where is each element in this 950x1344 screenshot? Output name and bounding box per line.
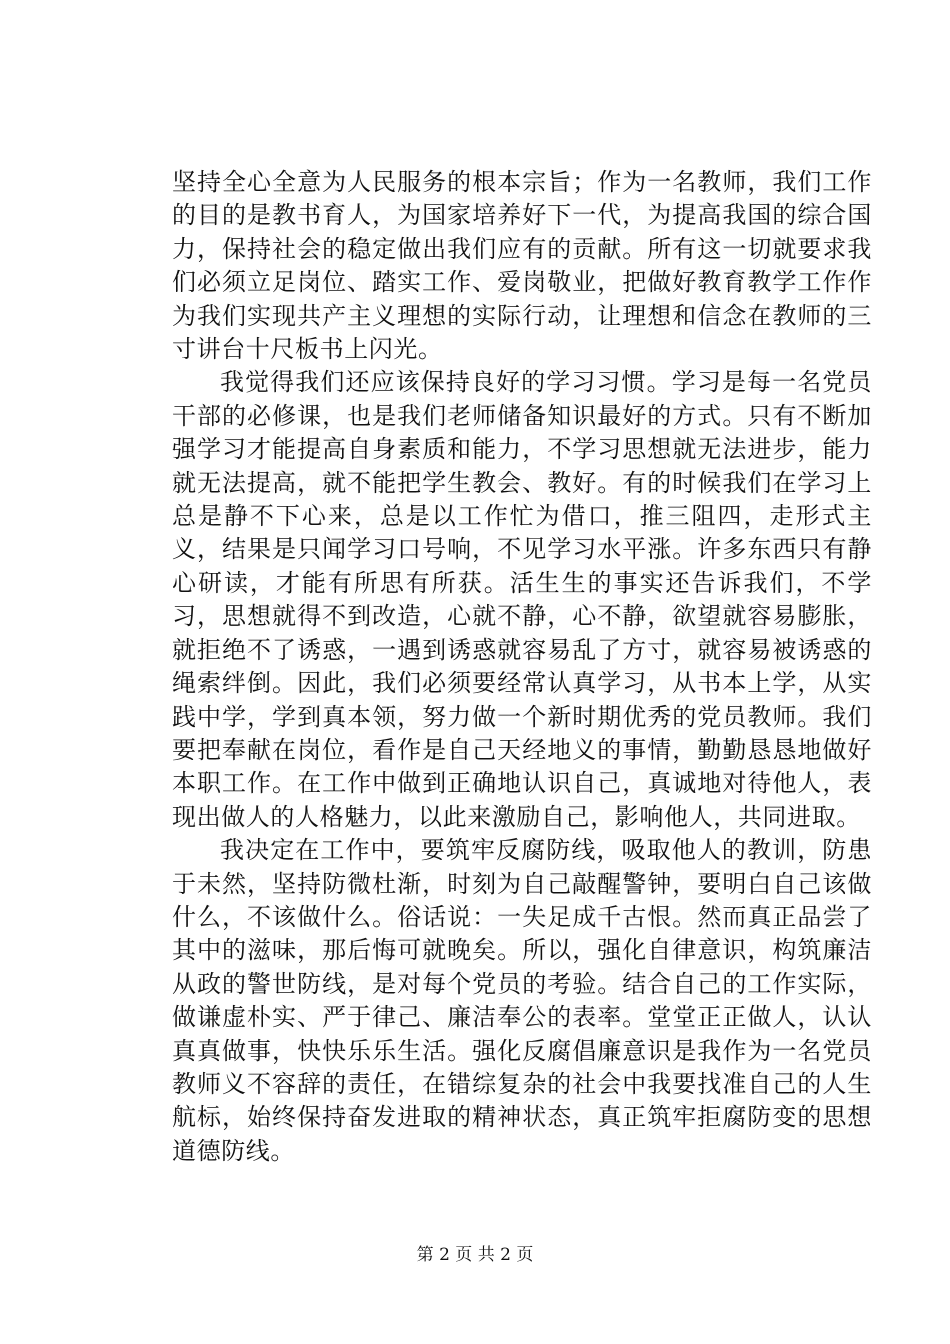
document-body	[172, 166, 872, 1168]
paragraph-anti-corruption: 我决定在工作中，要筑牢反腐防线，吸取他人的教训，防患于未然，坚持防微杜渐，时刻为自己敲醒警钟，要明白自己该做什么，不该做什么。俗话说：一失足成千古恨。然而真正品尝了其中的滋味，那后悔可就晚矣。所以，强化自律意识，构筑廉洁从政的警世防线，是对每个党员的考验。结合自己的工作实际，做谦虚朴实、严于律己、廉洁奉公的表率。堂堂正正做人，认认真真做事，快快乐乐生活。强化反腐倡廉意识是我作为一名党员教师义不容辞的责任，在错综复杂的社会中我要找准自己的人生航标，始终保持奋发进取的精神状态，真正筑牢拒腐防变的思想道德防线。	[172, 836, 872, 1165]
paragraph-continuation: 坚持全心全意为人民服务的根本宗旨；作为一名教师，我们工作的目的是教书育人，为国家培养好下一代，为提高我国的综合国力，保持社会的稳定做出我们应有的贡献。所有这一切就要求我们必须立足岗位、踏实工作、爱岗敬业，把做好教育教学工作作为我们实现共产主义理想的实际行动，让理想和信念在教师的三寸讲台十尺板书上闪光。	[172, 168, 872, 364]
page-number-footer: 第 2 页 共 2 页	[416, 1245, 534, 1265]
paragraph-study-habits: 我觉得我们还应该保持良好的学习习惯。学习是每一名党员干部的必修课，也是我们老师储备知识最好的方式。只有不断加强学习才能提高自身素质和能力，不学习思想就无法进步，能力就无法提高，就不能把学生教会、教好。有的时候我们在学习上总是静不下心来，总是以工作忙为借口，推三阻四，走形式主义，结果是只闻学习口号响，不见学习水平涨。许多东西只有静心研读，才能有所思有所获。活生生的事实还告诉我们，不学习，思想就得不到改造，心就不静，心不静，欲望就容易膨胀，就拒绝不了诱惑，一遇到诱惑就容易乱了方寸，就容易被诱惑的绳索绊倒。因此，我们必须要经常认真学习，从书本上学，从实践中学，学到真本领，努力做一个新时期优秀的党员教师。我们要把奉献在岗位，看作是自己天经地义的事情，勤勤恳恳地做好本职工作。在工作中做到正确地认识自己，真诚地对待他人，表现出做人的人格魅力，以此来激励自己，影响他人，共同进取。	[172, 368, 872, 831]
